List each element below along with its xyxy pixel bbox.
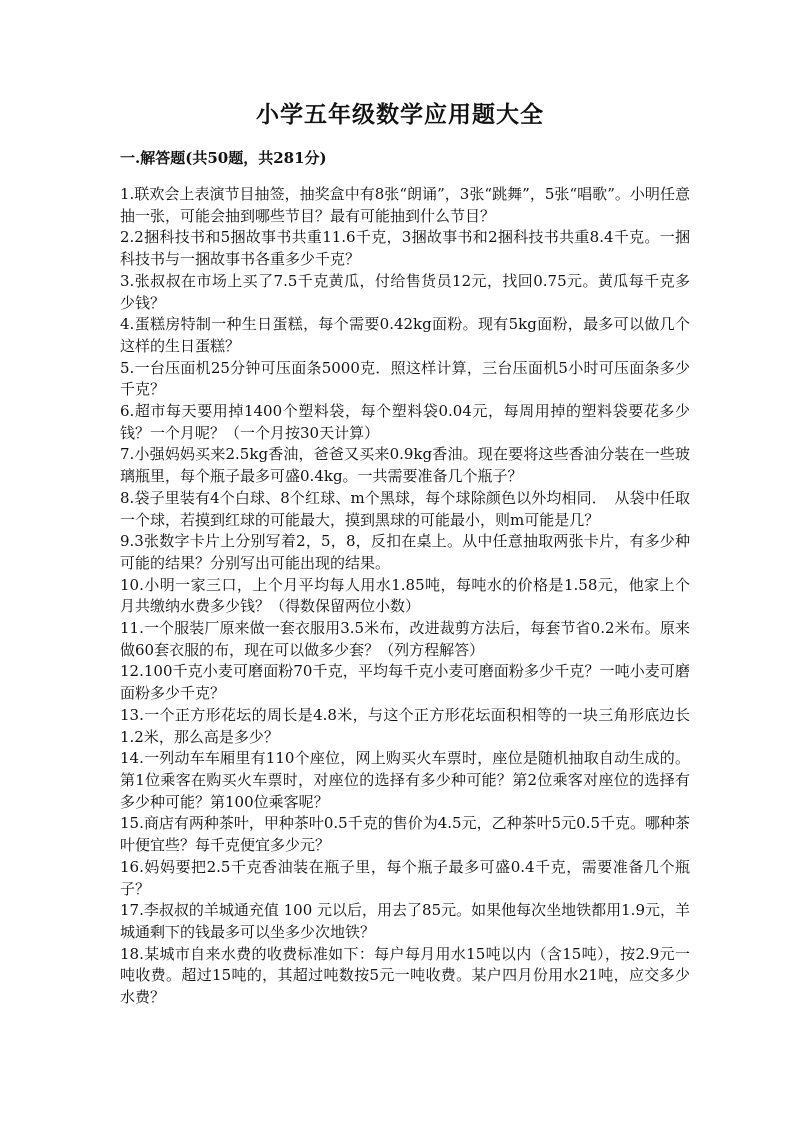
- question-list: [120, 184, 690, 1009]
- question-item: 14.一列动车车厢里有110个座位，网上购买火车票时，座位是随机抽取自动生成的。第1位乘客在购买火车票时，对座位的选择有多少种可能？第2位乘客对座位的选择有多少种可能？第100位乘客呢？: [120, 749, 690, 811]
- question-item: 9.3张数字卡片上分别写着2，5，8，反扣在桌上。从中任意抽取两张卡片，有多少种可能的结果？分别写出可能出现的结果。: [120, 532, 690, 572]
- question-item: 1.联欢会上表演节目抽签，抽奖盒中有8张“朗诵”，3张“跳舞”，5张“唱歌”。小明任意抽一张，可能会抽到哪些节目？最有可能抽到什么节目？: [120, 185, 690, 225]
- question-item: 7.小强妈妈买来2.5kg香油，爸爸又买来0.9kg香油。现在要将这些香油分装在一些玻璃瓶里，每个瓶子最多可盛0.4kg。一共需要准备几个瓶子？: [120, 445, 690, 486]
- question-item: 5.一台压面机25分钟可压面条5000克．照这样计算，三台压面机5小时可压面条多少千克？: [120, 358, 690, 399]
- question-item: 6.超市每天要用掉1400个塑料袋，每个塑料袋0.04元，每周用掉的塑料袋要花多少钱？一个月呢？（一个月按30天计算）: [120, 402, 690, 442]
- question-item: 2.2捆科技书和5捆故事书共重11.6千克，3捆故事书和2捆科技书共重8.4千克。一捆科技书与一捆故事书各重多少千克？: [120, 228, 690, 269]
- question-item: 12.100千克小麦可磨面粉70千克，平均每千克小麦可磨面粉多少千克？一吨小麦可磨面粉多少千克？: [120, 662, 690, 703]
- question-item: 13.一个正方形花坛的周长是4.8米，与这个正方形花坛面积相等的一块三角形底边长1.2米，那么高是多少？: [120, 705, 690, 746]
- question-item: 3.张叔叔在市场上买了7.5千克黄瓜，付给售货员12元，找回0.75元。黄瓜每千克多少钱？: [120, 271, 690, 312]
- question-item: 18.某城市自来水费的收费标准如下：每户每月用水15吨以内（含15吨），按2.9元一吨收费。超过15吨的，其超过吨数按5元一吨收费。某户四月份用水21吨，应交多少水费？: [120, 944, 690, 1007]
- question-item: 16.妈妈要把2.5千克香油装在瓶子里，每个瓶子最多可盛0.4千克，需要准备几个瓶子？: [120, 857, 690, 898]
- question-item: 4.蛋糕房特制一种生日蛋糕，每个需要0.42kg面粉。现有5kg面粉，最多可以做几个这样的生日蛋糕？: [120, 315, 690, 355]
- question-item: 11.一个服装厂原来做一套衣服用3.5米布，改进裁剪方法后，每套节省0.2米布。原来做60套衣服的布，现在可以做多少套？（列方程解答）: [120, 619, 690, 659]
- question-item: 15.商店有两种茶叶，甲种茶叶0.5千克的售价为4.5元，乙种茶叶5元0.5千克。哪种茶叶便宜些？每千克便宜多少元？: [120, 814, 690, 855]
- document-title: 小学五年级数学应用题大全: [256, 101, 544, 128]
- question-item: 8.袋子里装有4个白球、8个红球、m个黑球，每个球除颜色以外均相同． 从袋中任取一个球，若摸到红球的可能最大，摸到黑球的可能最小，则m可能是几？: [120, 488, 690, 529]
- section-heading: 一.解答题(共50题，共281分): [120, 149, 327, 167]
- question-item: 10.小明一家三口，上个月平均每人用水1.85吨，每吨水的价格是1.58元，他家上个月共缴纳水费多少钱？（得数保留两位小数）: [120, 575, 690, 616]
- question-item: 17.李叔叔的羊城通充值 100 元以后，用去了85元。如果他每次坐地铁都用1.9元，羊城通剩下的钱最多可以坐多少次地铁？: [120, 901, 690, 941]
